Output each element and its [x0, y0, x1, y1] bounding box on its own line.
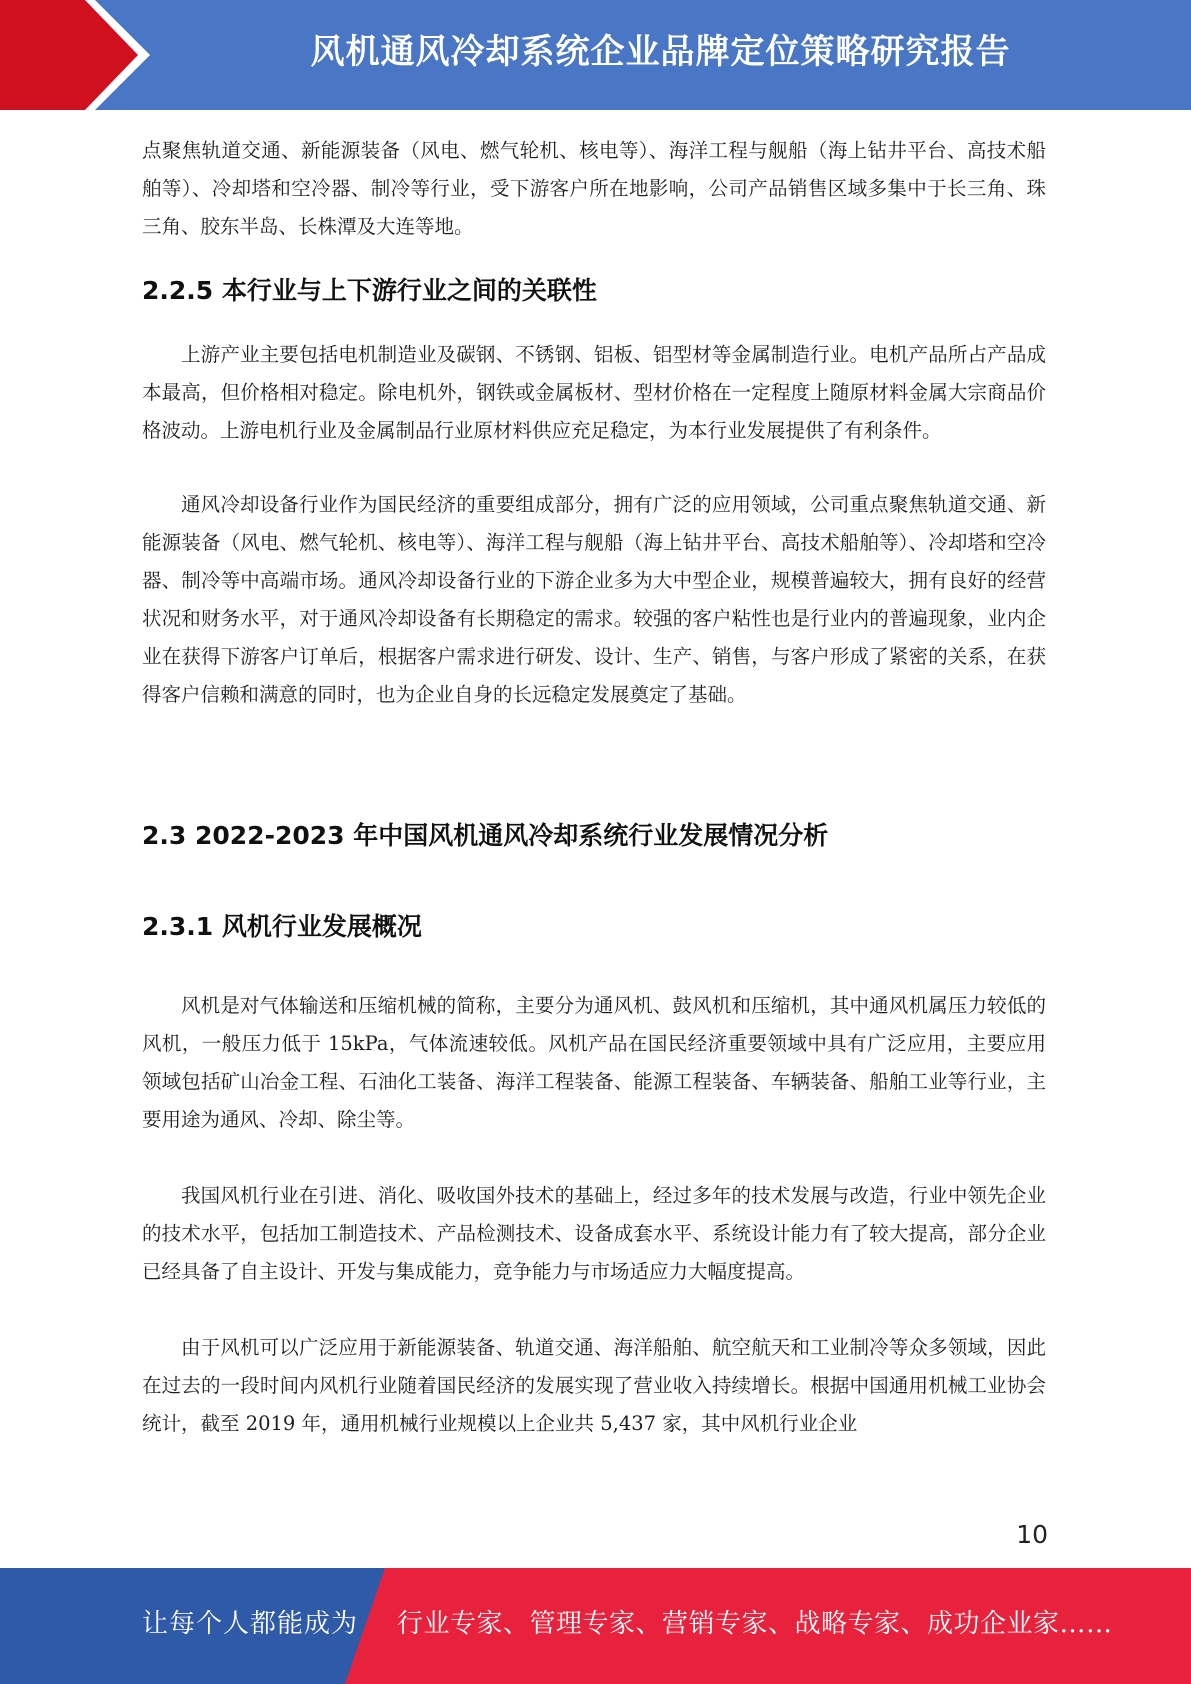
intro-paragraph: 点聚焦轨道交通、新能源装备（风电、燃气轮机、核电等）、海洋工程与舰船（海上钻井平台、高技术船舶等）、冷却塔和空冷器、制冷等行业，受下游客户所在地影响，公司产品销售区域多集中于长三角、珠三角、胶东半岛、长株潭及大连等地。 [142, 139, 1046, 238]
section-heading-2-3: 2.3 2022-2023 年中国风机通风冷却系统行业发展情况分析 [142, 821, 829, 850]
paragraph-upstream: 上游产业主要包括电机制造业及碳钢、不锈钢、铝板、铝型材等金属制造行业。电机产品所占产品成本最高，但价格相对稳定。除电机外，钢铁或金属板材、型材价格在一定程度上随原材料金属大宗商品价格波动。上游电机行业及金属制品行业原材料供应充足稳定，为本行业发展提供了有利条件。 [142, 343, 1046, 442]
footer-slogan-left: 让每个人都能成为 [142, 1609, 359, 1639]
paragraph-downstream: 通风冷却设备行业作为国民经济的重要组成部分，拥有广泛的应用领域，公司重点聚焦轨道交通、新能源装备（风电、燃气轮机、核电等）、海洋工程与舰船（海上钻井平台、高技术船舶等）、冷却塔和空冷器、制冷等中高端市场。通风冷却设备行业的下游企业多为大中型企业，规模普遍较大，拥有良好的经营状况和财务水平，对于通风冷却设备有长期稳定的需求。较强的客户粘性也是行业内的普遍现象，业内企业在获得下游客户订单后，根据客户需求进行研发、设计、生产、销售，与客户形成了紧密的关系，在获得客户信赖和满意的同时，也为企业自身的长远稳定发展奠定了基础。 [142, 493, 1046, 706]
page-number: 10 [1016, 1520, 1048, 1549]
page-footer [0, 1568, 1191, 1684]
footer-slogan-right: 行业专家、管理专家、营销专家、战略专家、成功企业家…… [397, 1609, 1113, 1639]
paragraph-fan-growth: 由于风机可以广泛应用于新能源装备、轨道交通、海洋船舶、航空航天和工业制冷等众多领域，因此在过去的一段时间内风机行业随着国民经济的发展实现了营业收入持续增长。根据中国通用机械工业协会统计，截至 2019 年，通用机械行业规模以上企业共 5,437 家，其中风机行业企业 [142, 1336, 1046, 1435]
section-heading-2-2-5: 2.2.5 本行业与上下游行业之间的关联性 [142, 276, 597, 305]
page-header [0, 0, 1191, 110]
paragraph-fan-definition: 风机是对气体输送和压缩机械的简称，主要分为通风机、鼓风机和压缩机，其中通风机属压力较低的风机，一般压力低于 15kPa，气体流速较低。风机产品在国民经济重要领域中具有广泛应用，主要应用领域包括矿山冶金工程、石油化工装备、海洋工程装备、能源工程装备、车辆装备、船舶工业等行业，主要用途为通风、冷却、除尘等。 [142, 994, 1046, 1131]
report-body [142, 132, 1046, 1443]
paragraph-fan-technology: 我国风机行业在引进、消化、吸收国外技术的基础上，经过多年的技术发展与改造，行业中领先企业的技术水平，包括加工制造技术、产品检测技术、设备成套水平、系统设计能力有了较大提高，部分企业已经具备了自主设计、开发与集成能力，竞争能力与市场适应力大幅度提高。 [142, 1184, 1046, 1283]
report-title: 风机通风冷却系统企业品牌定位策略研究报告 [310, 32, 1011, 72]
header-chevron-decoration [0, 0, 170, 110]
section-heading-2-3-1: 2.3.1 风机行业发展概况 [142, 912, 422, 941]
